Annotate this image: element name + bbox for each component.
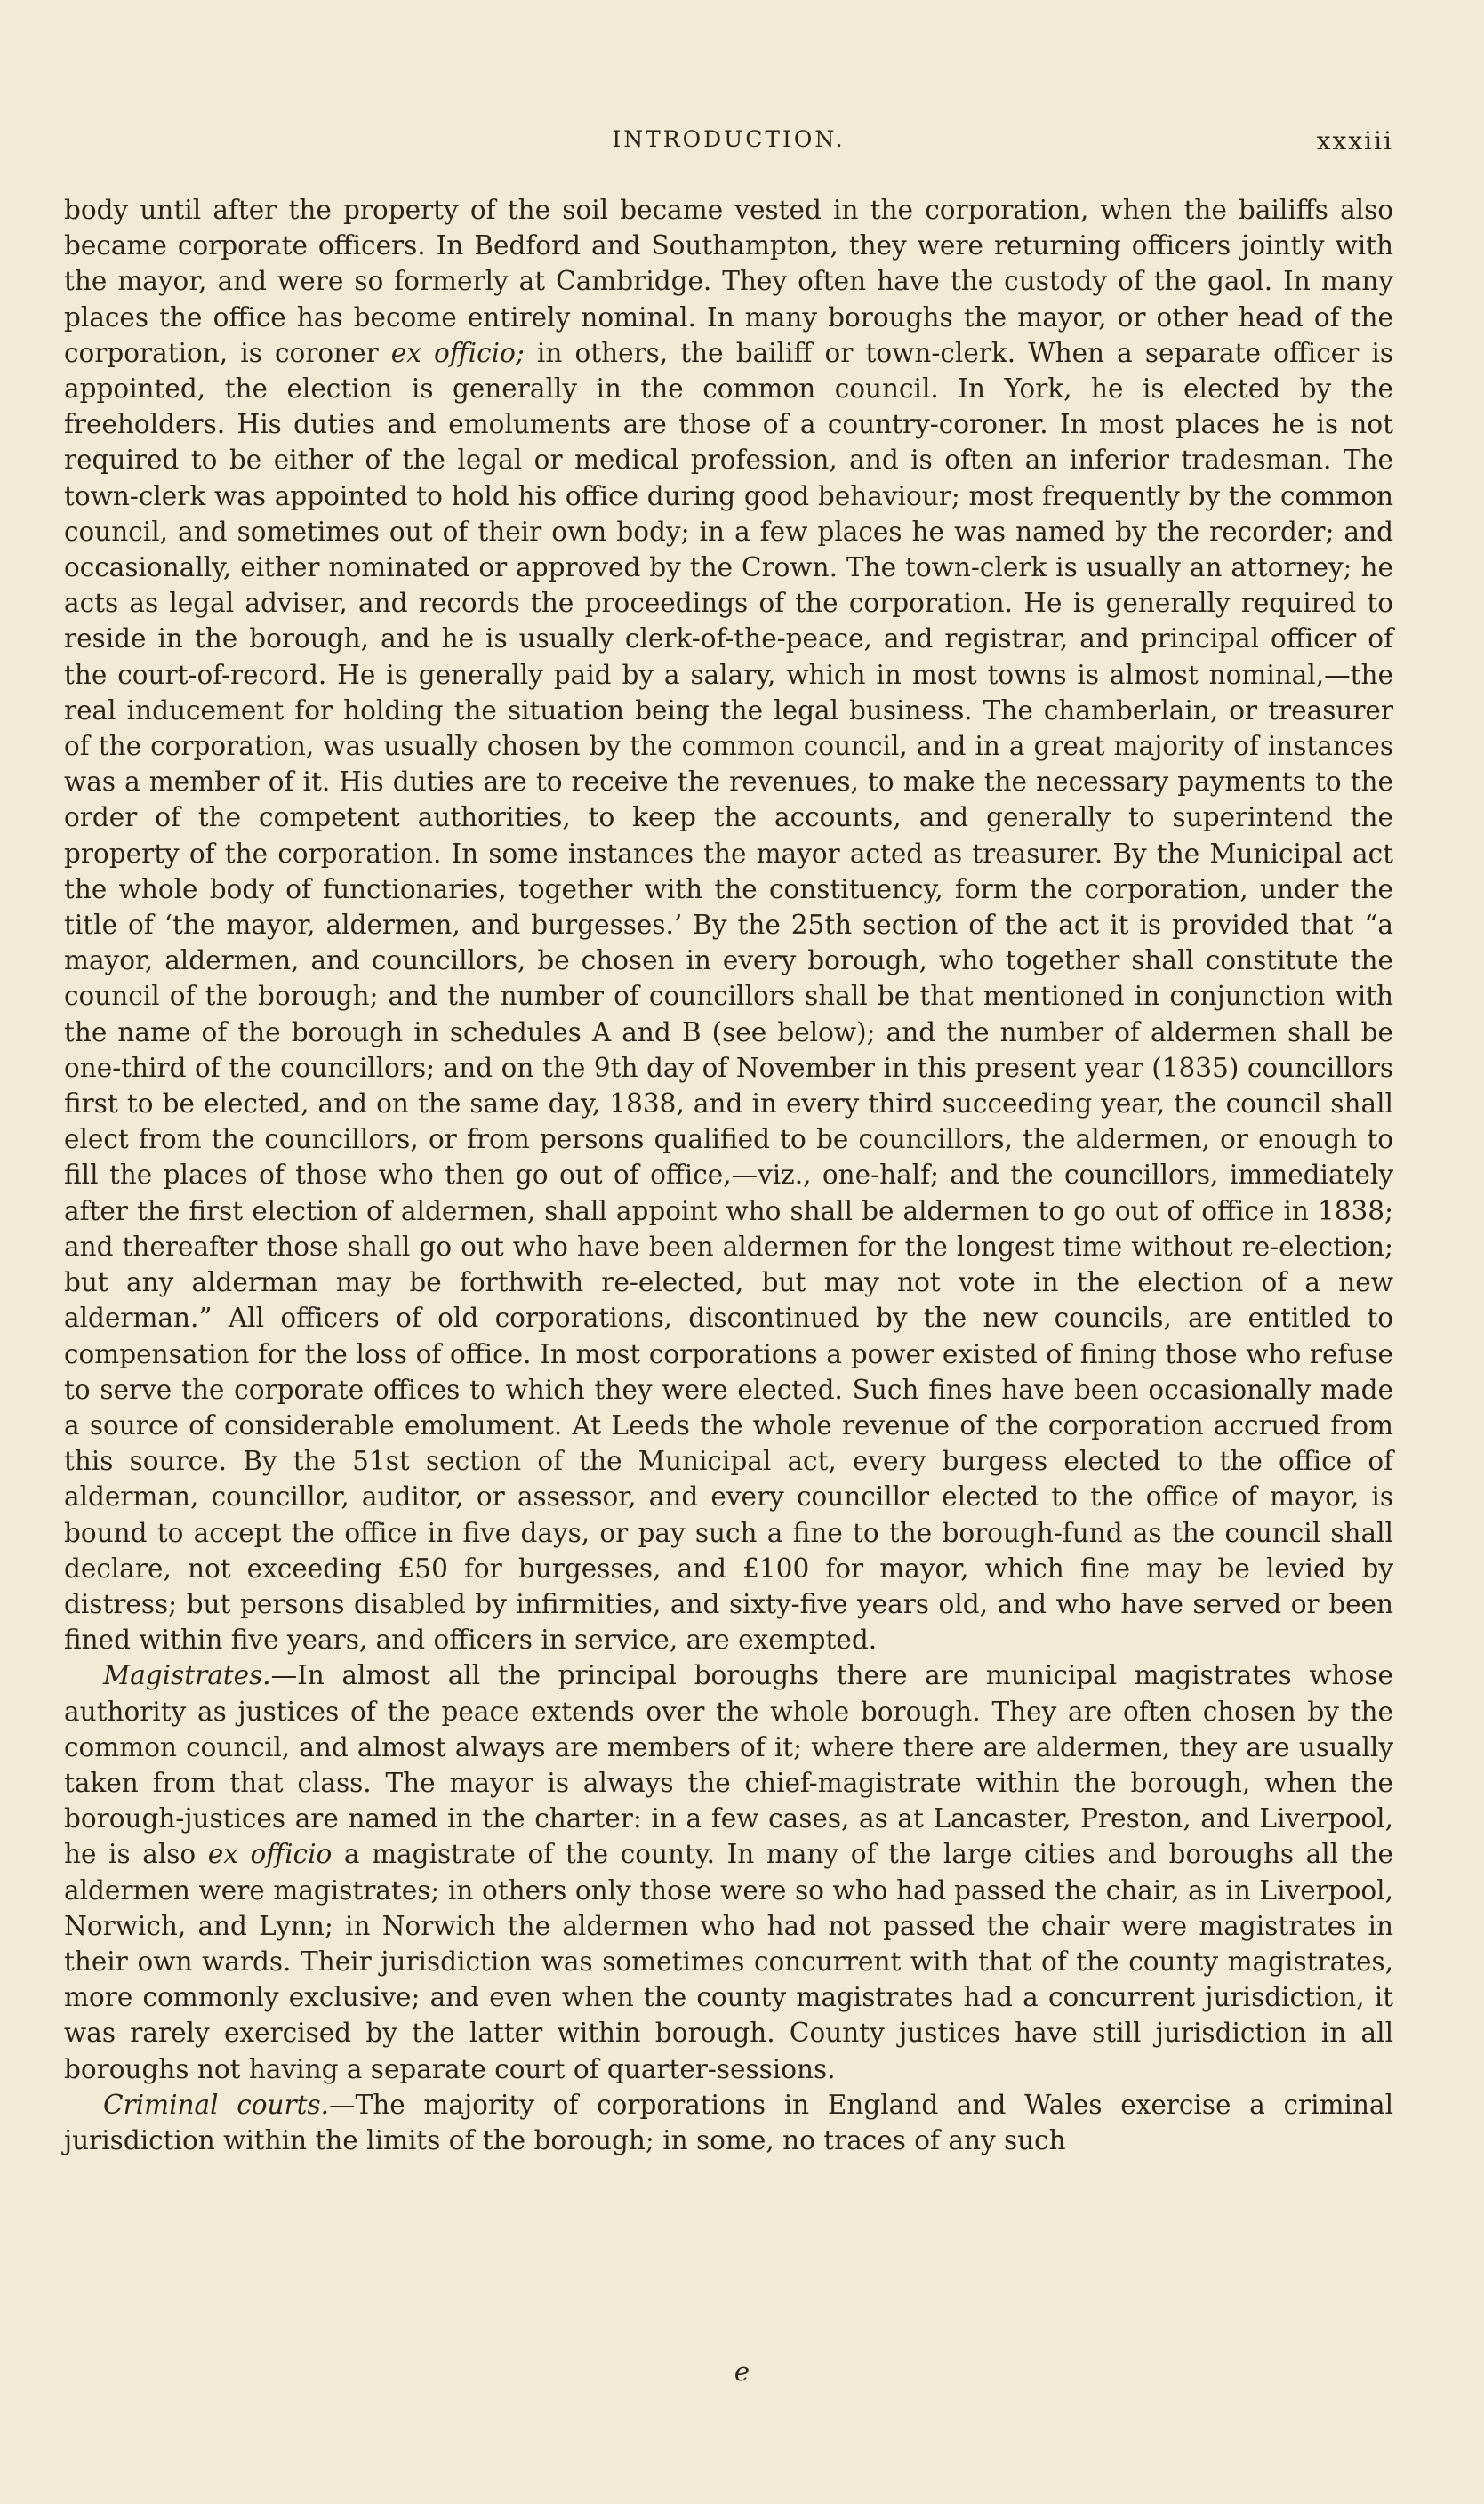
section-heading-magistrates: Magistrates.	[103, 1660, 271, 1691]
text-run: —The majority of corporations in England and Wales exercise a criminal jurisdiction within the limits of the borough; in some, no traces of any such	[64, 2089, 1394, 2155]
body-text	[64, 192, 1393, 2158]
text-run: —In almost all the principal boroughs there are municipal magistrates whose authority as justices of the peace extends over the whole borough. They are often chosen by the common council, and almost always are members of it; where there are aldermen, they are usually taken from that class. The mayor is always the chief-magistrate within the borough, when the borough-justices are named in the charter: in a few cases, as at Lancaster, Preston, and Liverpool, he is also	[64, 1660, 1393, 1870]
italic-run: ex officio	[207, 1839, 333, 1870]
paragraph-magistrates	[64, 1657, 1393, 2086]
signature-mark: e	[734, 2356, 750, 2387]
text-run: in others, the bailiff or town-clerk. When a separate officer is appointed, the election is generally in the common council. In York, he is elected by the freeholders. His duties and emoluments are those of a country-coroner. In most places he is not required to be either of the legal or medical profession, and is often an inferior tradesman. The town-clerk was appointed to hold his office during good behaviour; most frequently by the common council, and sometimes out of their own body; in a few places he was named by the recorder; and occasionally, either nominated or approved by the Crown. The town-clerk is usually an attorney; he acts as legal adviser, and records the proceedings of the corporation. He is generally required to reside in the borough, and he is usually clerk-of-the-peace, and registrar, and principal officer of the court-of-record. He is generally paid by a salary, which in most towns is almost nominal,—the real inducement for holding the situation being the legal business. The chamberlain, or treasurer of the corporation, was usually chosen by the common council, and in a great majority of instances was a member of it. His duties are to receive the revenues, to make the necessary payments to the order of the competent authorities, to keep the accounts, and generally to superintend the property of the corporation. In some instances the mayor acted as treasurer. By the Municipal act the whole body of functionaries, together with the constituency, form the corporation, under the title of ‘the mayor, aldermen, and burgesses.’ By the 25th section of the act it is provided that “a mayor, aldermen, and councillors, be chosen in every borough, who together shall constitute the council of the borough; and the number of councillors shall be that mentioned in conjunction with the name of the borough in schedules A and B (see below); and the number of aldermen shall be one-third of the councillors; and on the 9th day of November in this present year (1835) councillors first to be elected, and on the same day, 1838, and in every third succeeding year, the council shall elect from the councillors, or from persons qualified to be councillors, the aldermen, or enough to fill the places of those who then go out of office,—viz., one-half; and the councillors, immediately after the first election of aldermen, shall appoint who shall be aldermen to go out of office in 1838; and thereafter those shall go out who have been aldermen for the longest time without re-election; but any alderman may be forthwith re-elected, but may not vote in the election of a new alderman.” All officers of old corporations, discontinued by the new councils, are entitled to compensation for the loss of office. In most corporations a power existed of fining those who refuse to serve the corporate offices to which they were elected. Such fines have been occasionally made a source of considerable emolument. At Leeds the whole revenue of the corporation accrued from this source. By the 51st section of the Municipal act, every burgess elected to the office of alderman, councillor, auditor, or assessor, and every councillor elected to the office of mayor, is bound to accept the office in five days, or pay such a fine to the borough-fund as the council shall declare, not exceeding £50 for burgesses, and £100 for mayor, which fine may be levied by distress; but persons disabled by infirmities, and sixty-five years old, and who have served or been fined within five years, and officers in service, are exempted.	[64, 337, 1394, 1656]
text-run: body until after the property of the soil became vested in the corporation, when the bailiffs also became corporate officers. In Bedford and Southampton, they were returning officers jointly with the mayor, and were so formerly at Cambridge. They often have the custody of the gaol. In many places the office has become entirely nominal. In many boroughs the mayor, or other head of the corporation, is coroner	[64, 195, 1393, 368]
paragraph-bailiffs-and-officers	[64, 192, 1393, 1657]
text-run: a magistrate of the county. In many of the large cities and boroughs all the aldermen were magistrates; in others only those were so who had passed the chair, as in Liverpool, Norwich, and Lynn; in Norwich the aldermen who had not passed the chair were magistrates in their own wards. Their jurisdiction was sometimes concurrent with that of the county magistrates, more commonly exclusive; and even when the county magistrates had a concurrent jurisdiction, it was rarely exercised by the latter within borough. County justices have still jurisdiction in all boroughs not having a separate court of quarter-sessions.	[64, 1839, 1393, 2084]
page-number: xxxiii	[1316, 126, 1393, 156]
paragraph-criminal-courts	[64, 2087, 1393, 2158]
running-title: INTRODUCTION.	[612, 126, 846, 152]
italic-run: ex officio;	[390, 337, 525, 368]
running-head	[64, 126, 1393, 162]
section-heading-criminal-courts: Criminal courts.	[103, 2089, 330, 2120]
